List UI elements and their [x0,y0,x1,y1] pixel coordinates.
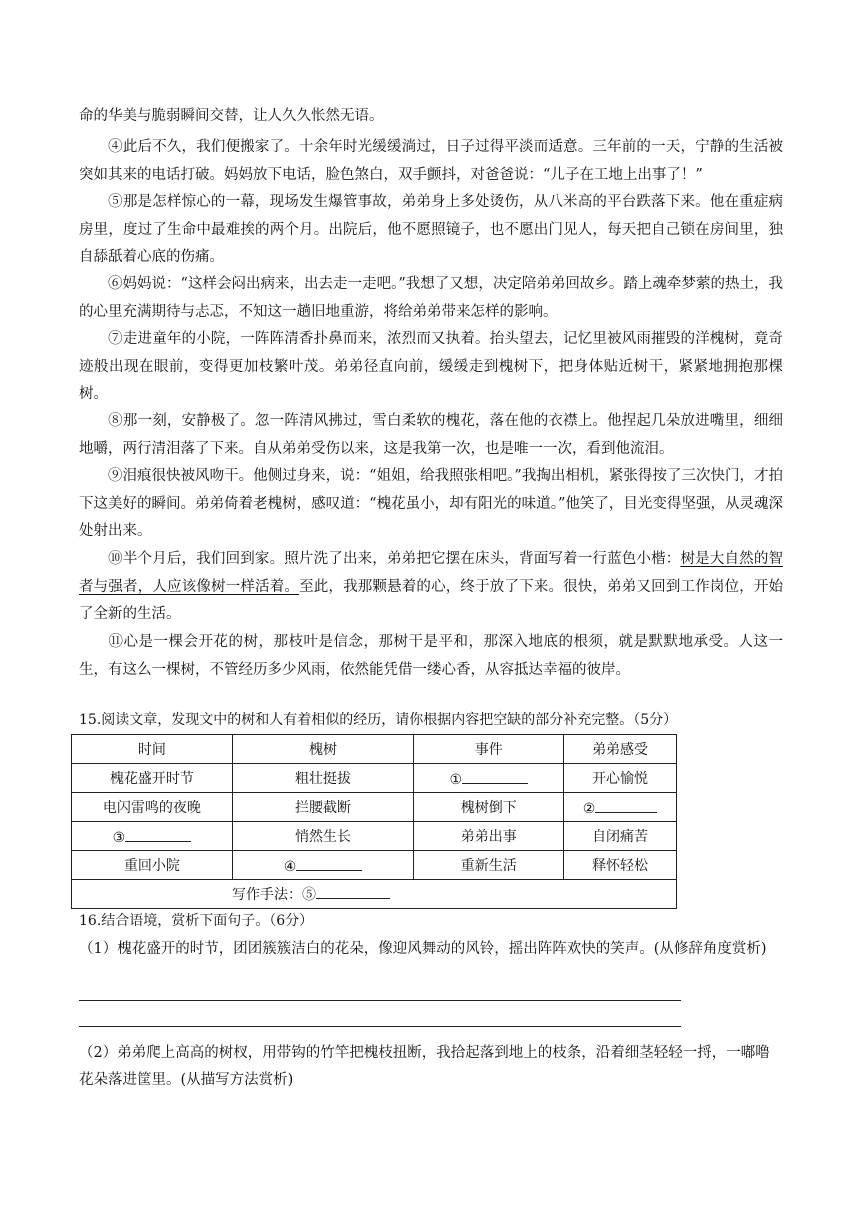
table-row [72,764,677,793]
paragraph-6: ⑥妈妈说：“这样会闷出病来，出去走一走吧。”我想了又想，决定陪弟弟回故乡。踏上魂牵梦萦的热土，我的心里充满期待与忐忑，不知这一趟旧地重游，将给弟弟带来怎样的影响。 [79,276,783,320]
paragraph-5: ⑤那是怎样惊心的一幕，现场发生爆管事故，弟弟身上多处烫伤，从八米高的平台跌落下来。他在重症病房里，度过了生命中最难挨的两个月。出院后，他不愿照镜子，也不愿出门见人，每天把自己锁在房间里，独自舔舐着心底的伤痛。 [79,194,783,266]
answer-blank[interactable] [462,769,528,784]
question-15-table [71,734,677,909]
table-cell: 槐花盛开时节 [72,764,233,793]
answer-blank[interactable] [125,827,191,842]
table-row [72,793,677,822]
table-cell: 释怀轻松 [564,851,677,880]
answer-blank[interactable] [296,856,362,871]
table-cell: 自闭痛苦 [564,822,677,851]
paragraph-8: ⑧那一刻，安静极了。忽一阵清风拂过，雪白柔软的槐花，落在他的衣襟上。他捏起几朵放进嘴里，细细地嚼，两行清泪落了下来。自从弟弟受伤以来，这是我第一次，也是唯一一次，看到他流泪。 [79,413,783,457]
table-cell: 重回小院 [72,851,233,880]
answer-line[interactable] [79,1000,681,1001]
table-cell: 电闪雷鸣的夜晚 [72,793,233,822]
writing-technique-cell[interactable]: 写作手法：⑤ [72,880,677,909]
table-footer-row [72,880,677,909]
question-16-prompt: 16.结合语境，赏析下面句子。（6分） [79,913,314,929]
table-row [72,851,677,880]
question-16-1: （1）槐花盛开的时节，团团簇簇洁白的花朵，像迎风舞动的风铃，摇出阵阵欢快的笑声。(从修辞角度赏析) [79,941,767,957]
paragraph-4: ④此后不久，我们便搬家了。十余年时光缓缓淌过，日子过得平淡而适意。三年前的一天，宁静的生活被突如其来的电话打破。妈妈放下电话，脸色煞白，双手颤抖，对爸爸说：“儿子在工地上出事了！” [79,139,783,183]
answer-blank[interactable] [595,798,657,813]
header-cell: 弟弟感受 [564,735,677,764]
table-cell: 粗壮挺拔 [232,764,414,793]
blank-cell-4[interactable]: ④ [232,851,414,880]
header-cell: 时间 [72,735,233,764]
table-cell: 拦腰截断 [232,793,414,822]
table-cell: 弟弟出事 [414,822,564,851]
underlined-sentence: 树是大自然的智者与强者，人应该像树一样活着。 [79,551,783,595]
table-cell: 重新生活 [414,851,564,880]
answer-blank[interactable] [316,884,390,899]
blank-cell-3[interactable]: ③ [72,822,233,851]
paragraph-7: ⑦走进童年的小院，一阵阵清香扑鼻而来，浓烈而又执着。抬头望去，记忆里被风雨摧毁的洋槐树，竟奇迹般出现在眼前，变得更加枝繁叶茂。弟弟径直向前，缓缓走到槐树下，把身体贴近树干，紧紧地拥抱那棵树。 [79,331,783,403]
table-cell: 槐树倒下 [414,793,564,822]
question-15-prompt: 15.阅读文章，发现文中的树和人有着相似的经历，请你根据内容把空缺的部分补充完整。（5分） [79,712,678,728]
table-header-row [72,735,677,764]
table-cell: 开心愉悦 [564,764,677,793]
table-cell: 悄然生长 [232,822,414,851]
blank-cell-2[interactable]: ② [564,793,677,822]
blank-cell-1[interactable]: ① [414,764,564,793]
question-16-2: （2）弟弟爬上高高的树杈，用带钩的竹竿把槐枝扭断，我拾起落到地上的枝条，沿着细茎轻轻一捋，一嘟噜花朵落进筐里。(从描写方法赏析) [79,1045,770,1088]
paragraph-11: ⑪心是一棵会开花的树，那枝叶是信念，那树干是平和，那深入地底的根须，就是默默地承受。人这一生，有这么一棵树，不管经历多少风雨，依然能凭借一缕心香，从容抵达幸福的彼岸。 [79,634,783,678]
paragraph-9: ⑨泪痕很快被风吻干。他侧过身来，说：“姐姐，给我照张相吧。”我掏出相机，紧张得按了三次快门，才拍下这美好的瞬间。弟弟倚着老槐树，感叹道：“槐花虽小，却有阳光的味道。”他笑了，目光变得坚强，从灵魂深处射出来。 [79,468,783,540]
paragraph-3-end: 命的华美与脆弱瞬间交替，让人久久怅然无语。 [79,108,384,124]
header-cell: 事件 [414,735,564,764]
header-cell: 槐树 [232,735,414,764]
paragraph-10: ⑩半个月后，我们回到家。照片洗了出来，弟弟把它摆在床头，背面写着一行蓝色小楷：树是大自然的智者与强者，人应该像树一样活着。至此，我那颗悬着的心，终于放了下来。很快，弟弟又回到工作岗位，开始了全新的生活。 [79,551,784,623]
answer-line[interactable] [79,1026,681,1027]
table-row [72,822,677,851]
